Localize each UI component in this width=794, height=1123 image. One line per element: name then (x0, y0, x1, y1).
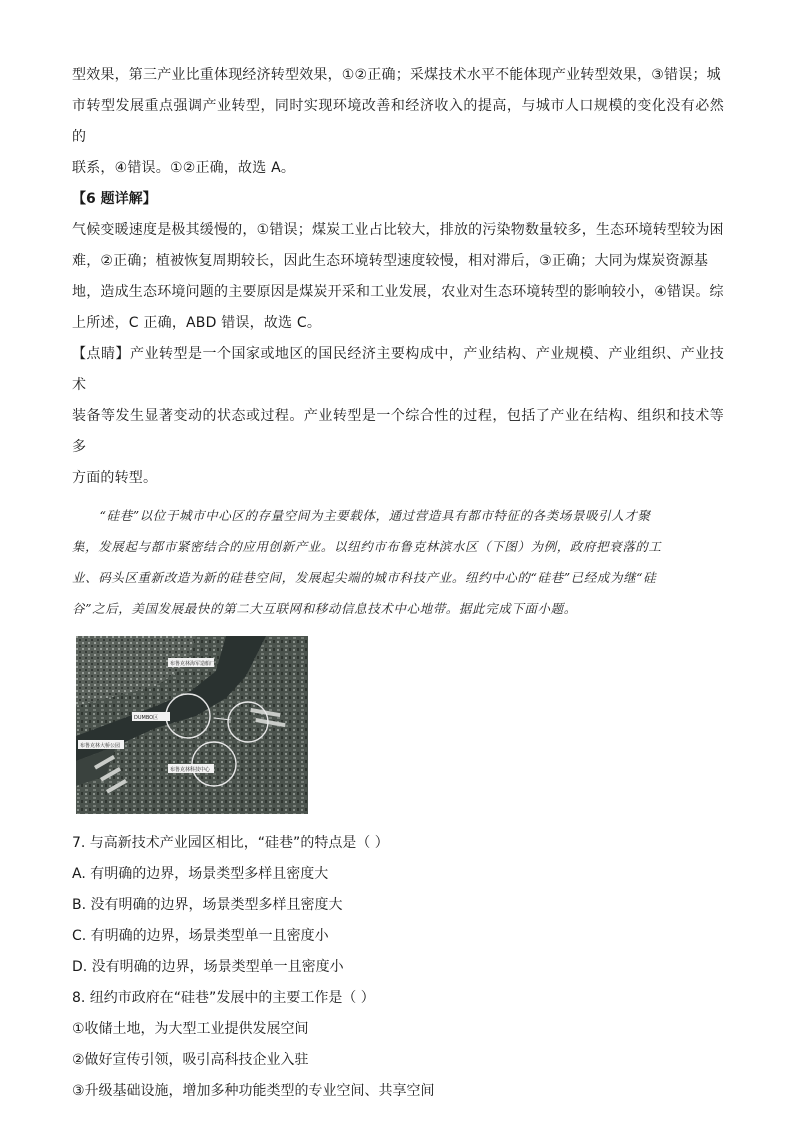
label-tech-center: 布鲁克林科技中心 (170, 767, 211, 773)
document-page (72, 60, 724, 1107)
text-line: 难，②正确；植被恢复周期较长，因此生态环境转型速度较慢，相对滞后，③正确；大同为煤炭资源基 (72, 253, 709, 269)
text-line: 型效果，第三产业比重体现经济转型效果，①②正确；采煤技术水平不能体现产业转型效果，③错误；城 (72, 67, 721, 83)
question-7-option-d: D. 没有明确的边界，场景类型单一且密度小 (72, 959, 344, 975)
aerial-photo-svg (76, 636, 308, 814)
question-7-option-c: C. 有明确的边界，场景类型单一且密度小 (72, 928, 329, 944)
text-line: 装备等发生显著变动的状态或过程。产业转型是一个综合性的过程，包括了产业在结构、组织和技术等多 (72, 408, 724, 455)
tip-section (72, 339, 724, 494)
question-8-stem: 8. 纽约市政府在“硅巷”发展中的主要工作是（ ） (72, 990, 375, 1006)
passage-line: “硅巷”以位于城市中心区的存量空间为主要载体，通过营造具有都市特征的各类场景吸引人才聚 (99, 508, 651, 523)
question-6-heading: 【6 题详解】 (72, 191, 157, 207)
question-8-statement-1: ①收储土地，为大型工业提供发展空间 (72, 1021, 309, 1037)
passage-line: 集，发展起与都市紧密结合的应用创新产业。以纽约市布鲁克林滨水区（下图）为例，政府把衰落的工 (72, 539, 662, 554)
text-line: 上所述，C 正确，ABD 错误，故选 C。 (72, 315, 322, 331)
text-line: 联系，④错误。①②正确，故选 A。 (72, 160, 296, 176)
question-6-explanation (72, 184, 724, 339)
questions-section (72, 828, 724, 1107)
question-7-option-b: B. 没有明确的边界，场景类型多样且密度大 (72, 897, 343, 913)
label-navy-yard: 布鲁克林海军造船厂 (170, 661, 216, 667)
passage-line: 业、码头区重新改造为新的硅巷空间，发展起尖端的城市科技产业。纽约中心的“硅巷”已经成为继“硅 (72, 570, 657, 585)
question-7-option-a: A. 有明确的边界，场景类型多样且密度大 (72, 866, 329, 882)
label-bridge-park: 布鲁克林大桥公园 (80, 743, 121, 749)
passage-line: 谷”之后，美国发展最快的第二大互联网和移动信息技术中心地带。据此完成下面小题。 (72, 601, 577, 616)
brooklyn-waterfront-aerial-image (76, 636, 308, 814)
text-line: 市转型发展重点强调产业转型，同时实现环境改善和经济收入的提高，与城市人口规模的变化没有必然的 (72, 98, 724, 145)
previous-answer-continuation (72, 60, 724, 184)
text-line: 【点睛】产业转型是一个国家或地区的国民经济主要构成中，产业结构、产业规模、产业组织、产业技术 (72, 346, 724, 393)
question-8-statement-2: ②做好宣传引领，吸引高科技企业入驻 (72, 1052, 309, 1068)
text-line: 气候变暖速度是极其缓慢的，①错误；煤炭工业占比较大，排放的污染物数量较多，生态环境转型较为困 (72, 222, 724, 238)
text-line: 方面的转型。 (72, 470, 158, 486)
text-line: 地，造成生态环境问题的主要原因是煤炭开采和工业发展，农业对生态环境转型的影响较小，④错误。综 (72, 284, 724, 300)
question-7-stem: 7. 与高新技术产业园区相比，“硅巷”的特点是（ ） (72, 835, 389, 851)
question-8-statement-3: ③升级基础设施，增加多种功能类型的专业空间、共享空间 (72, 1083, 435, 1099)
reading-passage (72, 500, 724, 624)
label-dumbo: DUMBO区 (134, 715, 159, 721)
